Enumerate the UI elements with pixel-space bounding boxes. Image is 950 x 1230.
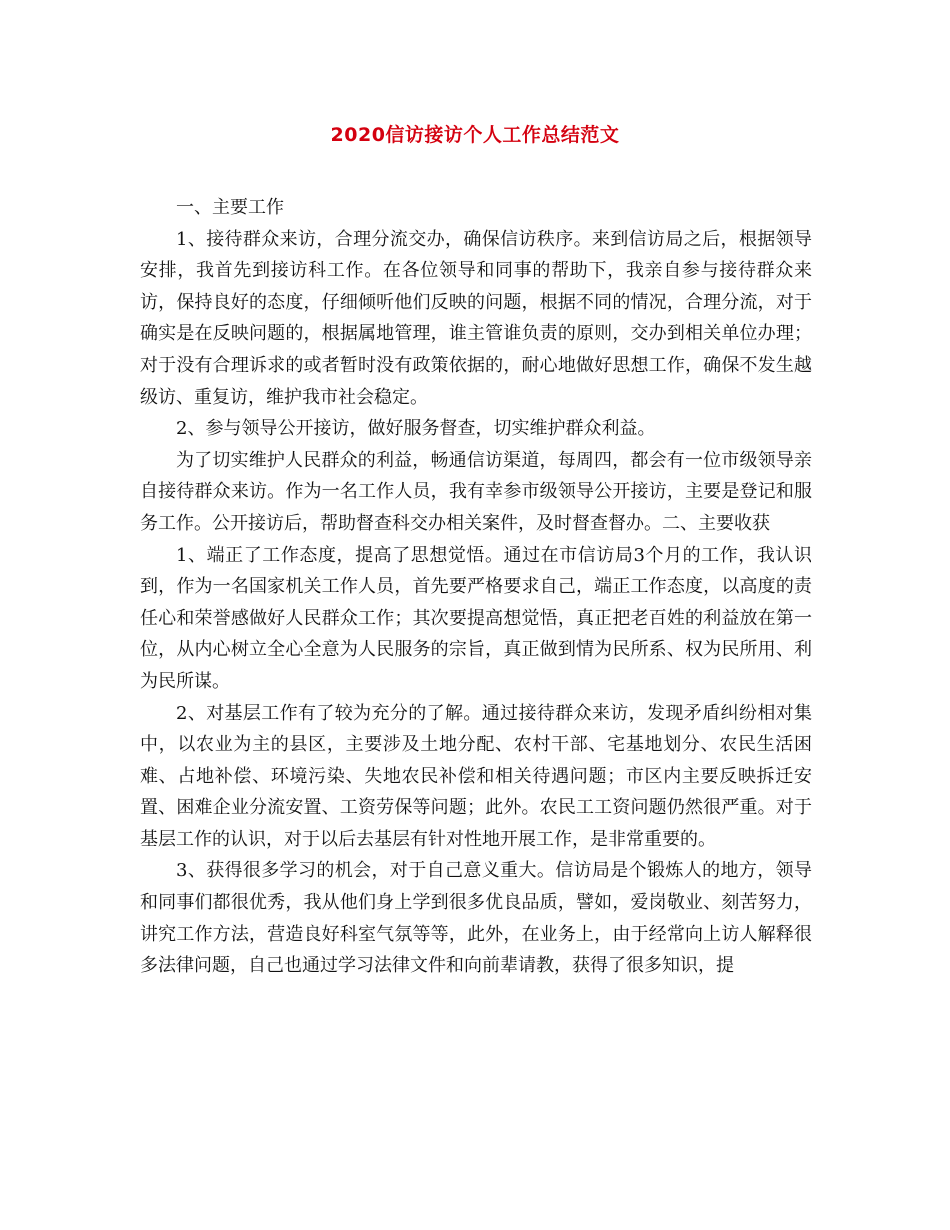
paragraph-1: 1、接待群众来访，合理分流交办，确保信访秩序。来到信访局之后，根据领导安排，我首先到接访科工作。在各位领导和同事的帮助下，我亲自参与接待群众来访，保持良好的态度，仔细倾听他们反映的问题，根据不同的情况，合理分流，对于确实是在反映问题的，根据属地管理，谁主管谁负责的原则，交办到相关单位办理；对于没有合理诉求的或者暂时没有政策依据的，耐心地做好思想工作，确保不发生越级访、重复访，维护我市社会稳定。: [140, 228, 812, 408]
section-heading-main-work: 一、主要工作: [176, 197, 284, 218]
paragraph-6: 3、获得很多学习的机会，对于自己意义重大。信访局是个锻炼人的地方，领导和同事们都很优秀，我从他们身上学到很多优良品质，譬如，爱岗敬业、刻苦努力，讲究工作方法，营造良好科室气氛等等，此外，在业务上，由于经常向上访人解释很多法律问题，自己也通过学习法律文件和向前辈请教，获得了很多知识，提: [140, 860, 812, 977]
document-body: [140, 192, 812, 982]
paragraph-2: 2、参与领导公开接访，做好服务督查，切实维护群众利益。: [176, 418, 656, 440]
document-title: 2020信访接访个人工作总结范文: [330, 124, 620, 146]
paragraph-3: 为了切实维护人民群众的利益，畅通信访渠道，每周四，都会有一位市级领导亲自接待群众来访。作为一名工作人员，我有幸参市级领导公开接访，主要是登记和服务工作。公开接访后，帮助督查科交办相关案件，及时督查督办。二、主要收获: [140, 449, 812, 534]
paragraph-4: 1、端正了工作态度，提高了思想觉悟。通过在市信访局3个月的工作，我认识到，作为一名国家机关工作人员，首先要严格要求自己，端正工作态度，以高度的责任心和荣誉感做好人民群众工作；其次要提高想觉悟，真正把老百姓的利益放在第一位，从内心树立全心全意为人民服务的宗旨，真正做到情为民所系、权为民所用、利为民所谋。: [140, 544, 812, 692]
paragraph-5: 2、对基层工作有了较为充分的了解。通过接待群众来访，发现矛盾纠纷相对集中，以农业为主的县区，主要涉及土地分配、农村干部、宅基地划分、农民生活困难、占地补偿、环境污染、失地农民补偿和相关待遇问题；市区内主要反映拆迁安置、困难企业分流安置、工资劳保等问题；此外。农民工工资问题仍然很严重。对于基层工作的认识，对于以后去基层有针对性地开展工作，是非常重要的。: [140, 702, 812, 850]
